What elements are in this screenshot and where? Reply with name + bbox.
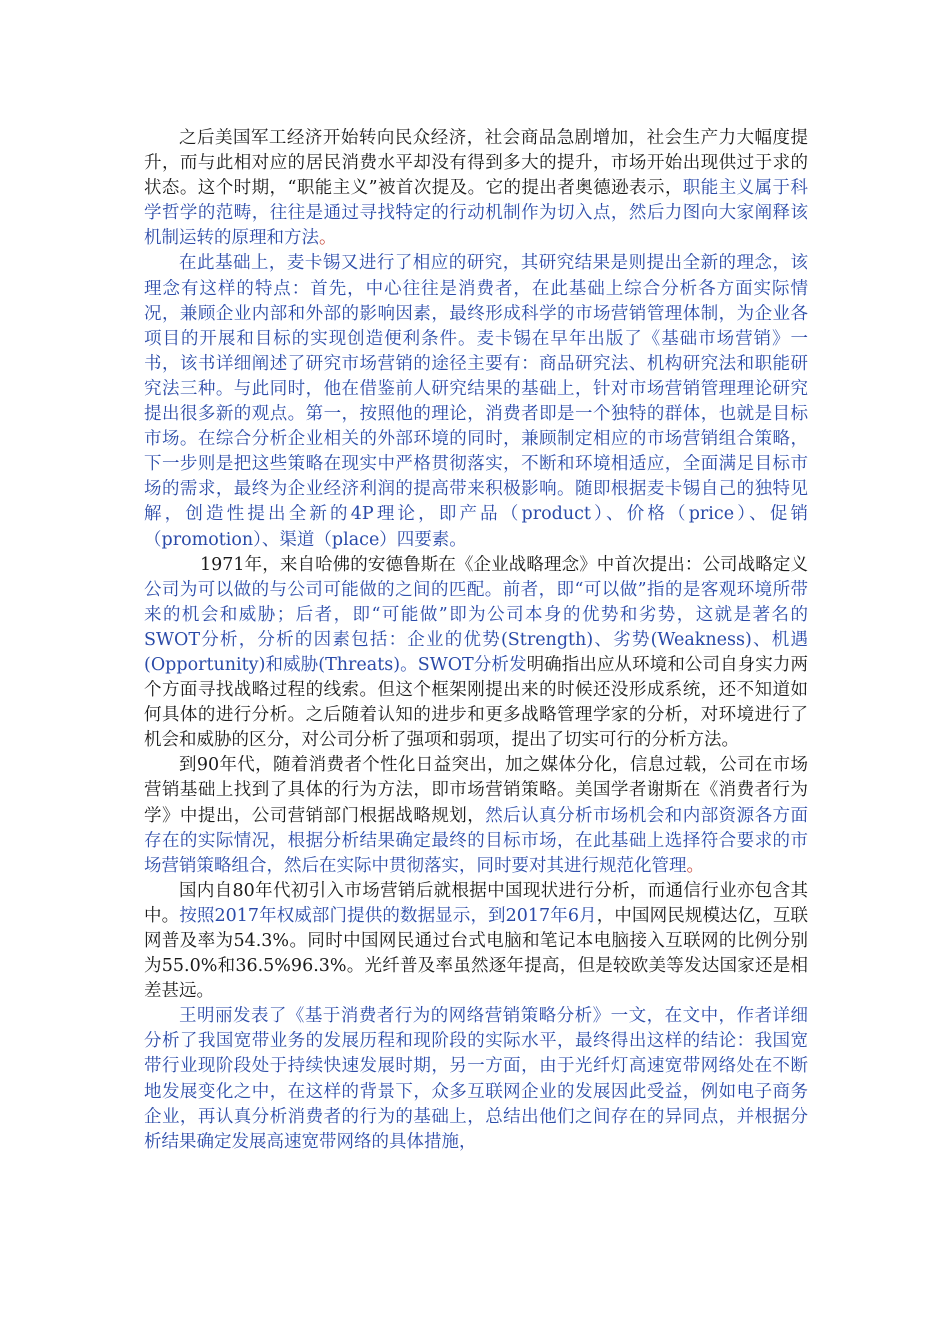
text-segment: ，中国网民规模达亿，互联网普及率为54.3%。同时中国网民通过台式电脑和笔记本电脑接入互联网的比例分别为55.0%和36.5%96.3%。光纤普及率虽然逐年提高，但是较欧美等发达国家还是相差甚远。 bbox=[144, 905, 809, 1002]
highlighted-text-segment: 在此基础上，麦卡锡又进行了相应的研究，其研究结果是则提出全新的理念，该理念有这样的特点：首先，中心往往是消费者，在此基础上综合分析各方面实际情况，兼顾企业内部和外部的影响因素，最终形成科学的市场营销管理体制，为企业各项目的开展和目标的实现创造便利条件。麦卡锡在早年出版了《基础市场营销》一书，该书详细阐述了研究市场营销的途径主要有：商品研究法、机构研究法和职能研究法三种。与此同时，他在借鉴前人研究结果的基础上，针对市场营销管理理论研究提出很多新的观点。第一，按照他的理论，消费者即是一个独特的群体，也就是目标市场。在综合分析企业相关的外部环境的同时，兼顾制定相应的市场营销组合策略，下一步则是把这些策略在现实中严格贯彻落实，不断和环境相适应，全面满足目标市场的需求，最终为企业经济利润的提高带来积极影响。随即根据麦卡锡自己的独特见解，创造性提出全新的4P理论，即产品（product）、价格（price）、促销（promotion）、渠道（place）四要素。 bbox=[144, 253, 808, 550]
highlighted-text-segment: 公司为可以做的与公司可能做的之间的匹配。前者，即“可以做”指的是客观环境所带来的机会和威胁；后者，即“可能做”即为公司本身的优势和劣势，这就是著名的SWOT分析，分析的因素包括：企业的优势(Strength)、劣势(Weakness)、机遇(Opportunity)和威胁(Threats)。SWOT分析发 bbox=[144, 579, 808, 675]
text-segment: 国内自80年代初引入市场营销后就根据中国现状进行分析，而通信行业亦包含其中。 bbox=[144, 880, 808, 926]
highlighted-text-segment: 王明丽发表了《基于消费者行为的网络营销策略分析》一文，在文中，作者详细分析了我国宽带业务的发展历程和现阶段的实际水平，最终得出这样的结论：我国宽带行业现阶段处于持续快速发展时期，另一方面，由于光纤灯高速宽带网络处在不断地发展变化之中，在这样的背景下，众多互联网企业的发展因此受益，例如电子商务企业，再认真分析消费者的行为的基础上，总结出他们之间存在的异同点，并根据分析结果确定发展高速宽带网络的具体措施， bbox=[144, 1006, 808, 1152]
paragraph-5 bbox=[144, 879, 808, 1004]
highlighted-text-segment: 然后认真分析市场机会和内部资源各方面存在的实际情况，根据分析结果确定最终的目标市场，在此基础上选择符合要求的市场营销策略组合，然后在实际中贯彻落实，同时要对其进行规范化管理 bbox=[144, 805, 809, 876]
paragraph-2 bbox=[144, 251, 808, 552]
text-segment: 之后美国军工经济开始转向民众经济，社会商品急剧增加，社会生产力大幅度提升，而与此相对应的居民消费水平却没有得到多大的提升，市场开始出现供过于求的状态。这个时期，“职能主义”被首次提及。它的提出者奥德逊表示， bbox=[144, 128, 808, 199]
punctuation-mark: 。 bbox=[686, 855, 704, 876]
punctuation-mark: 。 bbox=[319, 228, 337, 249]
text-segment: 到90年代，随着消费者个性化日益突出，加之媒体分化，信息过载，公司在市场营销基础上找到了具体的行为方法，即市场营销策略。美国学者谢斯在《消费者行为学》中提出，公司营销部门根据战略规划， bbox=[144, 755, 808, 826]
highlighted-text-segment: 职能主义属于科学哲学的范畴，往往是通过寻找特定的行动机制作为切入点，然后力图向大家阐释该机制运转的原理和方法 bbox=[144, 178, 808, 249]
text-segment: 1971年，来自哈佛的安德鲁斯在《企业战略理念》中首次提出：公司战略定义 bbox=[200, 554, 808, 575]
body-text bbox=[144, 126, 808, 1155]
text-segment: 明确指出应从环境和公司自身实力两个方面寻找战略过程的线索。但这个框架刚提出来的时候还没形成系统，还不知道如何具体的进行分析。之后随着认知的进步和更多战略管理学家的分析，对环境进行了机会和威胁的区分，对公司分析了强项和弱项，提出了切实可行的分析方法。 bbox=[144, 654, 808, 751]
paragraph-4 bbox=[144, 753, 808, 878]
paragraph-6 bbox=[144, 1004, 808, 1155]
highlighted-text-segment: 按照2017年权威部门提供的数据显示，到2017年6月 bbox=[179, 905, 597, 926]
paragraph-1 bbox=[144, 126, 808, 251]
paragraph-3 bbox=[144, 553, 808, 754]
